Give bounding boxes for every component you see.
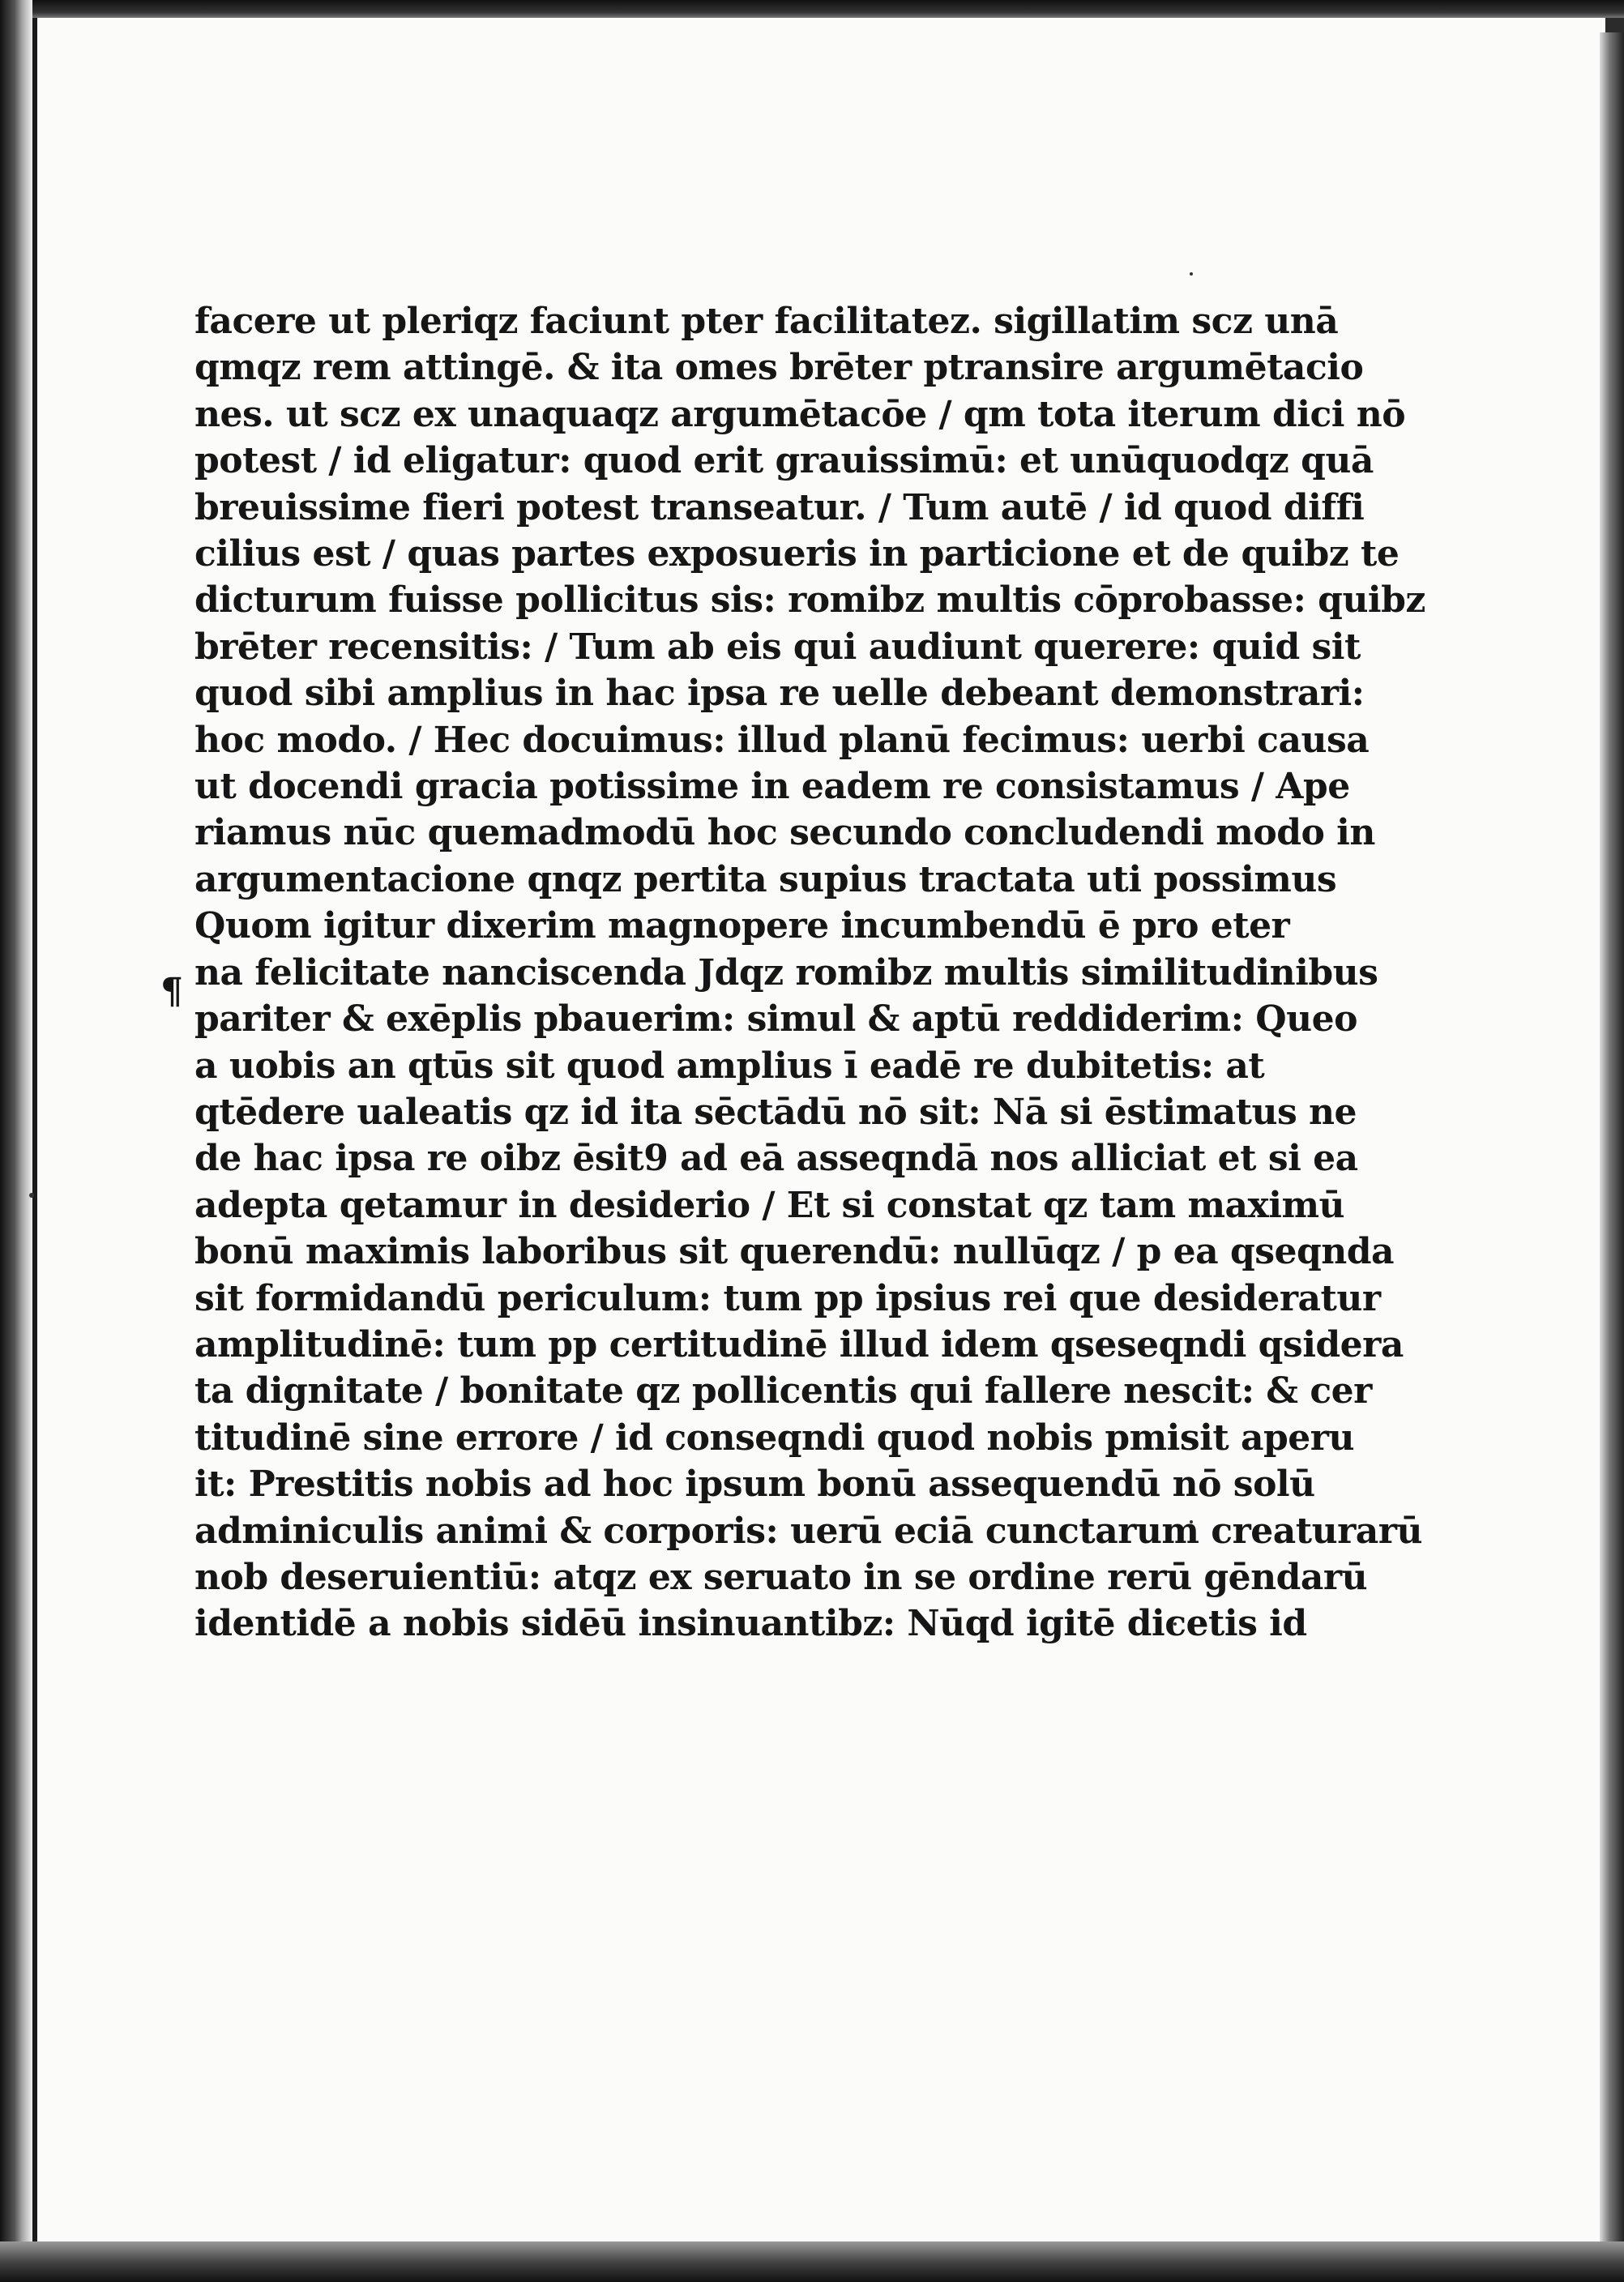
text-line: it: Prestitis nobis ad hoc ipsum bonū assequendū nō solū xyxy=(194,1464,1315,1506)
text-line: cilius est / quas partes exposueris in particione et de quibz te xyxy=(194,533,1400,575)
text-line: identidē a nobis sidēū insinuantibz: Nūqd igitē dicetis id xyxy=(194,1603,1307,1645)
text-line: qtēdere ualeatis qz id ita sēctādū nō sit: Nā si ēstimatus ne xyxy=(194,1091,1357,1133)
text-line: adepta qetamur in desiderio / Et si constat qz tam maximū xyxy=(194,1184,1345,1226)
ink-speck xyxy=(1190,272,1193,276)
text-line: nob deseruientiū: atqz ex seruato in se ordine rerū gēndarū xyxy=(194,1556,1368,1598)
text-line: pariter & exēplis pbauerim: simul & aptū reddiderim: Queo xyxy=(194,998,1357,1041)
text-line: potest / id eligatur: quod erit grauissimū: et unūquodqz quā xyxy=(194,440,1374,482)
page-right-edge xyxy=(1600,32,1624,2253)
text-column xyxy=(194,298,1425,1647)
page-top-edge xyxy=(0,0,1624,18)
text-line: sit formidandū periculum: tum pp ipsius rei que desideratur xyxy=(194,1277,1381,1319)
paragraph-mark: ¶ xyxy=(160,971,183,1012)
text-line: hoc modo. / Hec docuimus: illud planū fecimus: uerbi causa xyxy=(194,719,1370,761)
text-line: ta dignitate / bonitate qz pollicentis qui fallere nescit: & cer xyxy=(194,1370,1372,1412)
text-line: a uobis an qtūs sit quod amplius ī eadē re dubitetis: at xyxy=(194,1045,1265,1087)
book-binding-edge xyxy=(0,0,32,2282)
text-line: adminiculis animi & corporis: uerū eciā cunctarum creaturarū xyxy=(194,1510,1422,1552)
text-line: facere ut pleriqz faciunt pter facilitatez. sigillatim scz unā xyxy=(194,301,1339,342)
text-line: breuissime fieri potest transeatur. / Tum autē / id quod diffi xyxy=(194,486,1365,528)
text-line: amplitudinē: tum pp certitudinē illud idem qseseqndi qsidera xyxy=(194,1323,1404,1365)
text-line: nes. ut scz ex unaquaqz argumētacōe / qm tota iterum dici nō xyxy=(194,393,1406,435)
text-line: brēter recensitis: / Tum ab eis qui audiunt querere: quid sit xyxy=(194,626,1361,668)
text-line: na felicitate nanciscenda Jdqz romibz multis similitudinibus xyxy=(194,951,1378,994)
text-line: de hac ipsa re oibz ēsit9 ad eā asseqndā nos alliciat et si ea xyxy=(194,1138,1358,1180)
text-line: titudinē sine errore / id conseqndi quod nobis pmisit aperu xyxy=(194,1417,1354,1459)
text-line: Quom igitur dixerim magnopere incumbendū ē pro eter xyxy=(194,905,1290,947)
text-line: argumentacione qnqz pertita supius tractata uti possimus xyxy=(194,858,1337,900)
text-line: riamus nūc quemadmodū hoc secundo concludendi modo in xyxy=(194,812,1375,854)
text-line: quod sibi amplius in hac ipsa re uelle debeant demonstrari: xyxy=(194,673,1365,715)
ink-speck xyxy=(29,1193,34,1198)
text-line: bonū maximis laboribus sit querendū: nullūqz / p ea qseqnda xyxy=(194,1231,1395,1273)
page-bottom-edge xyxy=(0,2241,1624,2282)
text-line: ut docendi gracia potissime in eadem re consistamus / Ape xyxy=(194,766,1350,808)
text-line: qmqz rem attingē. & ita omes brēter ptransire argumētacio xyxy=(194,347,1364,389)
text-line: dicturum fuisse pollicitus sis: romibz multis cōprobasse: quibz xyxy=(194,579,1425,622)
